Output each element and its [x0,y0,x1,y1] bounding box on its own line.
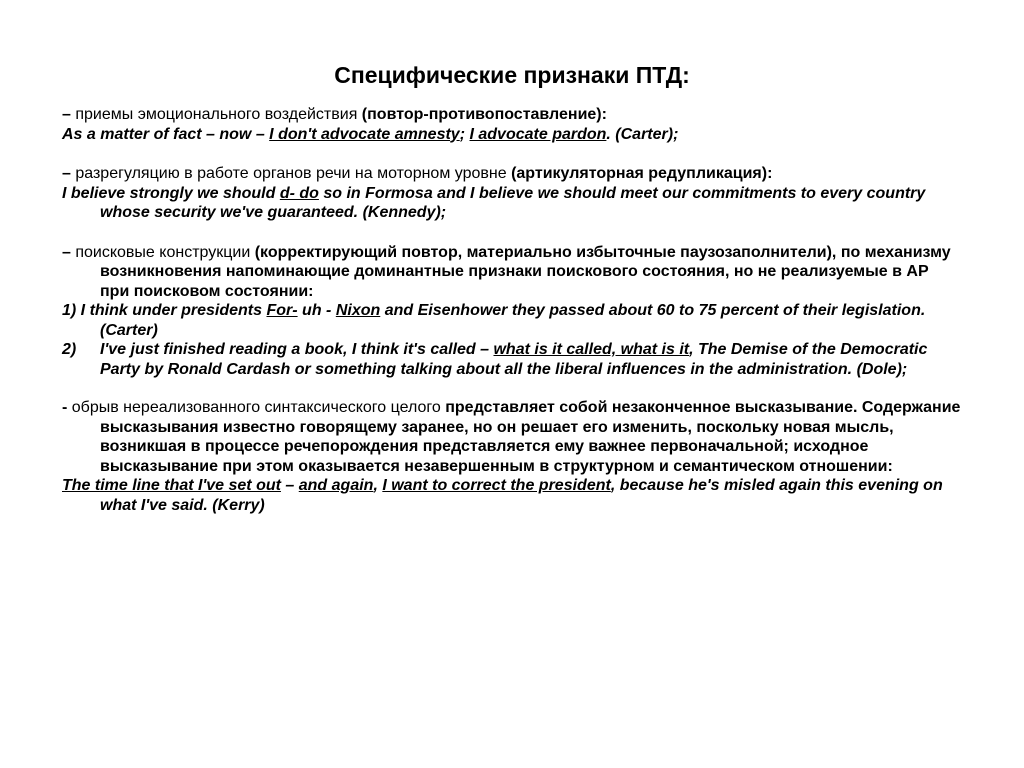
dash-marker: – [62,165,71,182]
example-text: I believe strongly we should [62,184,280,202]
dash-marker: – [62,243,71,261]
example-text: , The Demise of the Democratic Party by Ronald Cardash or something talking about all the liberal influences in the administration. (Dole); [100,341,928,378]
example-text: , because he's misled again this evening on what I've said. (Kerry) [100,477,943,514]
point-search-constructions [62,243,962,302]
point-term: (корректирующий повтор, материально избыточные паузозаполнители), по механизму возникновения напоминающие доминантные признаки поискового состояния, но не реализуемые в АР при поисковом состоянии: [100,243,951,300]
example-text: As a matter of fact – now – [62,125,270,143]
point-text: поисковые конструкции [70,243,255,261]
point-text: приемы эмоционального воздействия [70,106,362,123]
point-emotional-impact [62,105,962,125]
example-text: ; [459,125,470,143]
spacer [62,379,962,398]
spacer [62,144,962,164]
example-text: I've just finished reading a book, I think it's called – [100,341,494,358]
example-kerry [62,476,962,515]
example-text: so in Formosa and I believe we should meet our commitments to every country whose security we've guaranteed. (Kennedy); [100,184,926,221]
spacer [62,223,962,243]
example-text: uh - [297,302,336,319]
example-underlined: I want to correct the president [382,477,611,494]
example-text: 1) I think under presidents [62,302,267,319]
dash-marker: - [62,399,68,416]
point-term: (артикуляторная редупликация): [511,165,773,182]
example-dole [62,340,962,379]
example-underlined: I don't advocate amnesty [269,125,460,143]
example-kennedy [62,184,962,223]
example-carter-presidents [62,301,962,340]
example-carter-amnesty [62,125,962,145]
point-articulatory [62,164,962,184]
example-underlined: and again [298,477,374,494]
slide-title: Специфические признаки ПТД: [334,62,690,88]
example-underlined: I advocate pardon [469,125,607,143]
item-number: 2) [62,341,77,358]
point-text: разрегуляцию в работе органов речи на моторном уровне [70,165,512,182]
example-text: and Eisenhower they passed about 60 to 75 percent of their legislation. (Carter) [100,302,926,339]
example-underlined: Nixon [335,302,381,319]
point-text: обрыв нереализованного синтаксического целого [67,399,446,416]
slide-content [62,105,962,515]
example-underlined: what is it called, what is it [493,341,690,358]
example-underlined: d- do [279,184,319,202]
example-underlined: For- [266,302,298,319]
example-text: – [280,477,299,494]
example-body [100,340,962,379]
example-text: , [373,477,383,494]
example-underlined: The time line that I've set out [62,477,281,494]
point-term: представляет собой незаконченное высказывание. Содержание высказывания известно говорящему заранее, но он решает его изменить, поскольку новая мысль, возникшая в процессе речепорождения представляется ему важнее первоначальной; исходное высказывание при этом оказывается незавершенным в структурном и семантическом отношении: [100,399,961,475]
point-term: (повтор-противопоставление): [361,106,607,123]
example-text: . (Carter); [606,125,679,143]
point-syntactic-break [62,398,962,476]
dash-marker: – [62,106,71,123]
